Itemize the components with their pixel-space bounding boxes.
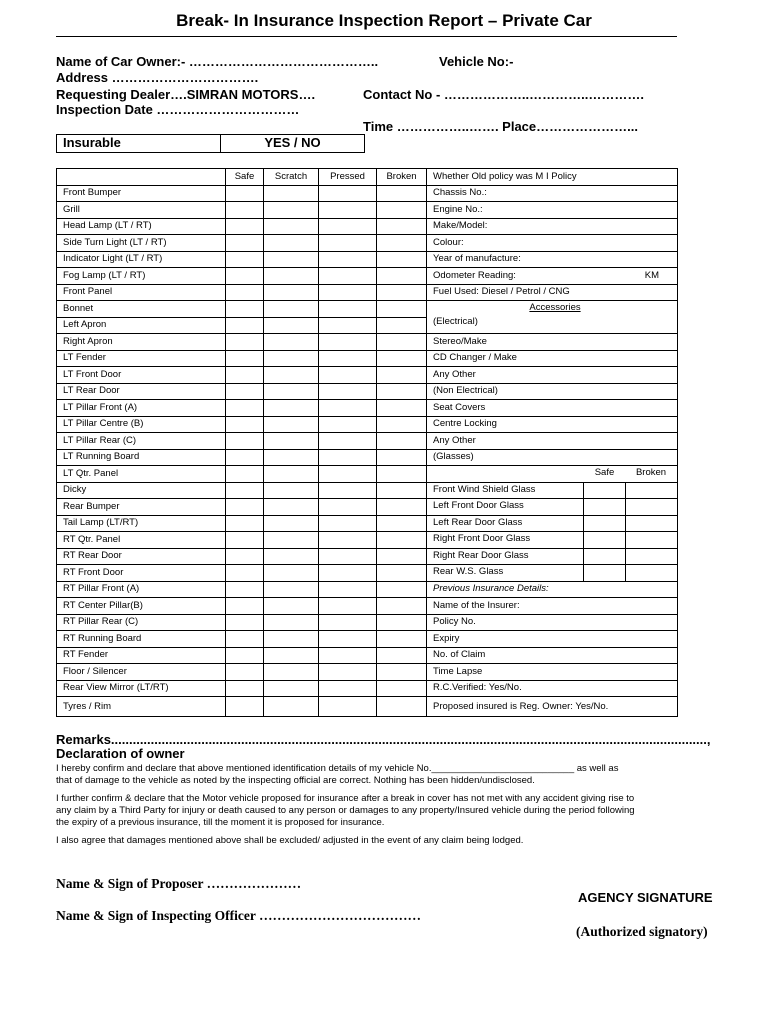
declaration-text: that of damage to the vehicle as noted by the inspecting official are correct. Nothing has been hidden/undisclosed. bbox=[56, 775, 535, 786]
part-label: Grill bbox=[57, 202, 226, 219]
cell-pressed[interactable] bbox=[319, 680, 377, 697]
cell-safe[interactable] bbox=[226, 532, 264, 549]
cell-broken[interactable] bbox=[377, 614, 427, 631]
cell-broken[interactable] bbox=[377, 647, 427, 664]
centre-locking[interactable]: Centre Locking bbox=[427, 416, 678, 433]
part-label: Dicky bbox=[57, 482, 226, 499]
cell-broken[interactable] bbox=[377, 284, 427, 301]
part-label: Bonnet bbox=[57, 301, 226, 318]
glass-broken-cell[interactable] bbox=[626, 516, 677, 532]
part-label: Right Apron bbox=[57, 334, 226, 351]
previous-insurance-heading: Previous Insurance Details: bbox=[427, 581, 678, 598]
cell-broken[interactable] bbox=[377, 416, 427, 433]
cell-safe[interactable] bbox=[226, 515, 264, 532]
part-label: RT Center Pillar(B) bbox=[57, 598, 226, 615]
cell-safe[interactable] bbox=[226, 449, 264, 466]
any-other-electrical[interactable]: Any Other bbox=[427, 367, 678, 384]
part-label: LT Qtr. Panel bbox=[57, 466, 226, 483]
cell-pressed[interactable] bbox=[319, 499, 377, 516]
no-of-claim[interactable]: No. of Claim bbox=[427, 647, 678, 664]
header-part bbox=[57, 169, 226, 186]
cell-safe[interactable] bbox=[226, 202, 264, 219]
table-row bbox=[57, 499, 678, 516]
glass-row bbox=[427, 499, 678, 516]
col-scratch: Scratch bbox=[264, 169, 319, 186]
cell-scratch[interactable] bbox=[264, 235, 319, 252]
glass-broken-cell[interactable] bbox=[626, 499, 677, 515]
part-label: Tyres / Rim bbox=[57, 697, 226, 717]
glass-broken-cell[interactable] bbox=[626, 549, 677, 565]
cell-safe[interactable] bbox=[226, 400, 264, 417]
accessories-heading: Accessories bbox=[529, 302, 581, 313]
year-of-manufacture[interactable]: Year of manufacture: bbox=[427, 251, 678, 268]
cell-broken[interactable] bbox=[377, 631, 427, 648]
part-label: RT Running Board bbox=[57, 631, 226, 648]
cell-safe[interactable] bbox=[226, 433, 264, 450]
inspection-table bbox=[56, 168, 678, 717]
cell-pressed[interactable] bbox=[319, 400, 377, 417]
declaration-text: any claim by a Third Party for injury or death caused to any person or damages to any property/Insured vehicle during the period following bbox=[56, 805, 635, 816]
cell-broken[interactable] bbox=[377, 400, 427, 417]
old-policy-question[interactable]: Whether Old policy was M I Policy bbox=[427, 169, 678, 186]
odometer-reading[interactable] bbox=[427, 268, 678, 285]
cell-pressed[interactable] bbox=[319, 697, 377, 717]
table-row bbox=[57, 532, 678, 549]
cell-scratch[interactable] bbox=[264, 449, 319, 466]
stereo-make[interactable]: Stereo/Make bbox=[427, 334, 678, 351]
part-label: LT Running Board bbox=[57, 449, 226, 466]
part-label: Tail Lamp (LT/RT) bbox=[57, 515, 226, 532]
cell-scratch[interactable] bbox=[264, 598, 319, 615]
glass-label: Front Wind Shield Glass bbox=[427, 483, 584, 499]
table-row bbox=[57, 268, 678, 285]
cell-safe[interactable] bbox=[226, 499, 264, 516]
part-label: RT Pillar Rear (C) bbox=[57, 614, 226, 631]
table-row bbox=[57, 185, 678, 202]
fuel-used[interactable]: Fuel Used: Diesel / Petrol / CNG bbox=[427, 284, 678, 301]
part-label: Floor / Silencer bbox=[57, 664, 226, 681]
glass-safe-header: Safe bbox=[594, 467, 615, 478]
declaration-text: I further confirm & declare that the Motor vehicle proposed for insurance after a break in cover has not met with any accident giving rise to bbox=[56, 793, 635, 804]
table-row bbox=[57, 631, 678, 648]
glass-row bbox=[427, 482, 678, 499]
cell-safe[interactable] bbox=[226, 301, 264, 318]
cell-broken[interactable] bbox=[377, 383, 427, 400]
cell-pressed[interactable] bbox=[319, 433, 377, 450]
cell-pressed[interactable] bbox=[319, 466, 377, 483]
cell-broken[interactable] bbox=[377, 350, 427, 367]
cell-safe[interactable] bbox=[226, 367, 264, 384]
cell-scratch[interactable] bbox=[264, 581, 319, 598]
cell-safe[interactable] bbox=[226, 268, 264, 285]
glass-label: Right Rear Door Glass bbox=[427, 549, 584, 565]
cell-broken[interactable] bbox=[377, 697, 427, 717]
part-label: Front Panel bbox=[57, 284, 226, 301]
cell-scratch[interactable] bbox=[264, 367, 319, 384]
table-row bbox=[57, 482, 678, 499]
cell-broken[interactable] bbox=[377, 334, 427, 351]
seat-covers[interactable]: Seat Covers bbox=[427, 400, 678, 417]
part-label: Indicator Light (LT / RT) bbox=[57, 251, 226, 268]
part-label: Front Bumper bbox=[57, 185, 226, 202]
agency-signature-label: AGENCY SIGNATURE bbox=[578, 890, 713, 905]
table-row bbox=[57, 383, 678, 400]
policy-no[interactable]: Policy No. bbox=[427, 614, 678, 631]
cell-broken[interactable] bbox=[377, 680, 427, 697]
insurer-name[interactable]: Name of the Insurer: bbox=[427, 598, 678, 615]
glass-row bbox=[427, 565, 678, 582]
cell-safe[interactable] bbox=[226, 218, 264, 235]
glass-safe-cell[interactable] bbox=[584, 483, 626, 499]
cell-pressed[interactable] bbox=[319, 614, 377, 631]
declaration-text: the expiry of a previous insurance, till the moment it is proposed for insurance. bbox=[56, 817, 385, 828]
cell-scratch[interactable] bbox=[264, 680, 319, 697]
page-title: Break- In Insurance Inspection Report – Private Car bbox=[176, 11, 592, 30]
glass-broken-header: Broken bbox=[635, 467, 667, 478]
vehicle-no-field[interactable]: Vehicle No:- bbox=[439, 54, 514, 69]
cell-broken[interactable] bbox=[377, 367, 427, 384]
part-label: Rear Bumper bbox=[57, 499, 226, 516]
title-divider bbox=[56, 36, 677, 37]
cell-scratch[interactable] bbox=[264, 664, 319, 681]
cell-safe[interactable] bbox=[226, 251, 264, 268]
cell-scratch[interactable] bbox=[264, 614, 319, 631]
glass-safe-cell[interactable] bbox=[584, 565, 626, 581]
table-row bbox=[57, 466, 678, 483]
part-label: Side Turn Light (LT / RT) bbox=[57, 235, 226, 252]
glass-broken-cell[interactable] bbox=[626, 532, 677, 548]
cell-scratch[interactable] bbox=[264, 400, 319, 417]
cell-pressed[interactable] bbox=[319, 598, 377, 615]
glasses-label: (Glasses) bbox=[427, 449, 678, 466]
table-row bbox=[57, 449, 678, 466]
cell-scratch[interactable] bbox=[264, 515, 319, 532]
cell-scratch[interactable] bbox=[264, 317, 319, 334]
colour[interactable]: Colour: bbox=[427, 235, 678, 252]
cell-scratch[interactable] bbox=[264, 647, 319, 664]
cell-safe[interactable] bbox=[226, 284, 264, 301]
part-label: RT Fender bbox=[57, 647, 226, 664]
cell-safe[interactable] bbox=[226, 482, 264, 499]
table-row bbox=[57, 218, 678, 235]
cell-pressed[interactable] bbox=[319, 284, 377, 301]
cell-pressed[interactable] bbox=[319, 317, 377, 334]
table-row bbox=[57, 581, 678, 598]
non-electrical-label: (Non Electrical) bbox=[427, 383, 678, 400]
cell-broken[interactable] bbox=[377, 548, 427, 565]
cell-broken[interactable] bbox=[377, 664, 427, 681]
cell-broken[interactable] bbox=[377, 466, 427, 483]
cell-pressed[interactable] bbox=[319, 185, 377, 202]
cell-broken[interactable] bbox=[377, 317, 427, 334]
table-row bbox=[57, 515, 678, 532]
table-row bbox=[57, 433, 678, 450]
cell-safe[interactable] bbox=[226, 235, 264, 252]
cell-safe[interactable] bbox=[226, 680, 264, 697]
cell-pressed[interactable] bbox=[319, 383, 377, 400]
insurable-label: Insurable bbox=[57, 135, 221, 152]
glass-safe-cell[interactable] bbox=[584, 516, 626, 532]
cell-broken[interactable] bbox=[377, 499, 427, 516]
cell-broken[interactable] bbox=[377, 251, 427, 268]
cell-scratch[interactable] bbox=[264, 548, 319, 565]
table-row bbox=[57, 614, 678, 631]
cell-pressed[interactable] bbox=[319, 416, 377, 433]
cell-scratch[interactable] bbox=[264, 631, 319, 648]
cell-pressed[interactable] bbox=[319, 482, 377, 499]
col-broken: Broken bbox=[377, 169, 427, 186]
insurable-box bbox=[56, 134, 365, 153]
cell-safe[interactable] bbox=[226, 334, 264, 351]
cell-pressed[interactable] bbox=[319, 334, 377, 351]
cell-broken[interactable] bbox=[377, 581, 427, 598]
col-safe: Safe bbox=[226, 169, 264, 186]
table-row bbox=[57, 367, 678, 384]
cell-broken[interactable] bbox=[377, 268, 427, 285]
cell-pressed[interactable] bbox=[319, 367, 377, 384]
cell-safe[interactable] bbox=[226, 548, 264, 565]
glass-row bbox=[427, 532, 678, 549]
proposed-insured-reg-owner[interactable]: Proposed insured is Reg. Owner: Yes/No. bbox=[427, 697, 678, 717]
cell-safe[interactable] bbox=[226, 317, 264, 334]
expiry[interactable]: Expiry bbox=[427, 631, 678, 648]
contact-no-field[interactable]: Contact No - ………………..…………..…………. bbox=[363, 87, 644, 102]
table-row bbox=[57, 334, 678, 351]
remarks-field[interactable]: Remarks....................................................................................................................................................................., bbox=[56, 732, 711, 747]
cell-pressed[interactable] bbox=[319, 647, 377, 664]
glass-broken-cell[interactable] bbox=[626, 565, 677, 581]
cell-safe[interactable] bbox=[226, 185, 264, 202]
cell-broken[interactable] bbox=[377, 515, 427, 532]
cell-pressed[interactable] bbox=[319, 449, 377, 466]
cell-safe[interactable] bbox=[226, 614, 264, 631]
glass-label: Left Front Door Glass bbox=[427, 499, 584, 515]
cell-pressed[interactable] bbox=[319, 301, 377, 318]
cell-safe[interactable] bbox=[226, 647, 264, 664]
table-row bbox=[57, 400, 678, 417]
table-row bbox=[57, 565, 678, 582]
cell-safe[interactable] bbox=[226, 581, 264, 598]
table-row bbox=[57, 416, 678, 433]
make-model[interactable]: Make/Model: bbox=[427, 218, 678, 235]
table-row bbox=[57, 664, 678, 681]
cell-safe[interactable] bbox=[226, 598, 264, 615]
cell-pressed[interactable] bbox=[319, 218, 377, 235]
cell-safe[interactable] bbox=[226, 383, 264, 400]
cell-pressed[interactable] bbox=[319, 565, 377, 582]
part-label: RT Pillar Front (A) bbox=[57, 581, 226, 598]
chassis-no[interactable]: Chassis No.: bbox=[427, 185, 678, 202]
table-row bbox=[57, 251, 678, 268]
glass-safe-cell[interactable] bbox=[584, 549, 626, 565]
cell-broken[interactable] bbox=[377, 301, 427, 318]
table-row bbox=[57, 680, 678, 697]
cell-scratch[interactable] bbox=[264, 251, 319, 268]
table-row bbox=[57, 697, 678, 717]
part-label: RT Qtr. Panel bbox=[57, 532, 226, 549]
glass-label: Left Rear Door Glass bbox=[427, 516, 584, 532]
odometer-label: Odometer Reading: bbox=[433, 269, 516, 281]
table-row bbox=[57, 350, 678, 367]
cell-scratch[interactable] bbox=[264, 466, 319, 483]
cell-pressed[interactable] bbox=[319, 515, 377, 532]
glass-header bbox=[427, 466, 678, 483]
cell-broken[interactable] bbox=[377, 185, 427, 202]
cell-pressed[interactable] bbox=[319, 532, 377, 549]
accessories-electrical[interactable] bbox=[427, 301, 678, 334]
part-label: LT Pillar Rear (C) bbox=[57, 433, 226, 450]
cell-broken[interactable] bbox=[377, 482, 427, 499]
cell-scratch[interactable] bbox=[264, 383, 319, 400]
cell-scratch[interactable] bbox=[264, 334, 319, 351]
glass-row bbox=[427, 548, 678, 565]
cell-pressed[interactable] bbox=[319, 268, 377, 285]
car-owner-field[interactable]: Name of Car Owner:- …………………………………….. bbox=[56, 54, 379, 69]
insurable-value[interactable]: YES / NO bbox=[264, 135, 321, 150]
inspecting-officer-signature-field[interactable]: Name & Sign of Inspecting Officer ……………………………… bbox=[56, 908, 421, 923]
cell-scratch[interactable] bbox=[264, 565, 319, 582]
declaration-heading: Declaration of owner bbox=[56, 746, 185, 761]
cell-scratch[interactable] bbox=[264, 185, 319, 202]
declaration-text: I also agree that damages mentioned above shall be excluded/ adjusted in the event of any claim being lodged. bbox=[56, 835, 524, 846]
cell-scratch[interactable] bbox=[264, 433, 319, 450]
address-field[interactable]: Address ……………………………. bbox=[56, 70, 259, 85]
cell-pressed[interactable] bbox=[319, 202, 377, 219]
cell-scratch[interactable] bbox=[264, 416, 319, 433]
table-row bbox=[57, 647, 678, 664]
cell-scratch[interactable] bbox=[264, 499, 319, 516]
part-label: LT Rear Door bbox=[57, 383, 226, 400]
any-other-non-electrical[interactable]: Any Other bbox=[427, 433, 678, 450]
table-row bbox=[57, 598, 678, 615]
authorized-signatory-label: (Authorized signatory) bbox=[576, 924, 708, 939]
cell-safe[interactable] bbox=[226, 664, 264, 681]
part-label: Head Lamp (LT / RT) bbox=[57, 218, 226, 235]
part-label: RT Rear Door bbox=[57, 548, 226, 565]
cell-broken[interactable] bbox=[377, 598, 427, 615]
km-unit: KM bbox=[644, 269, 659, 281]
cell-safe[interactable] bbox=[226, 350, 264, 367]
cell-pressed[interactable] bbox=[319, 350, 377, 367]
cell-pressed[interactable] bbox=[319, 251, 377, 268]
cell-safe[interactable] bbox=[226, 697, 264, 717]
table-header-row bbox=[57, 169, 678, 186]
declaration-text: I hereby confirm and declare that above mentioned identification details of my vehicle No.___________________________ as well as bbox=[56, 763, 619, 774]
cell-scratch[interactable] bbox=[264, 350, 319, 367]
time-place-field[interactable]: Time ……………..……. Place…………………... bbox=[363, 119, 638, 134]
cell-pressed[interactable] bbox=[319, 664, 377, 681]
cell-broken[interactable] bbox=[377, 433, 427, 450]
table-row bbox=[57, 301, 678, 318]
glass-safe-cell[interactable] bbox=[584, 532, 626, 548]
part-label: Left Apron bbox=[57, 317, 226, 334]
cell-broken[interactable] bbox=[377, 532, 427, 549]
cell-safe[interactable] bbox=[226, 631, 264, 648]
cell-pressed[interactable] bbox=[319, 631, 377, 648]
time-lapse[interactable]: Time Lapse bbox=[427, 664, 678, 681]
cell-pressed[interactable] bbox=[319, 581, 377, 598]
col-pressed: Pressed bbox=[319, 169, 377, 186]
cd-changer-make[interactable]: CD Changer / Make bbox=[427, 350, 678, 367]
cell-scratch[interactable] bbox=[264, 218, 319, 235]
inspection-date-field[interactable]: Inspection Date …………………………… bbox=[56, 102, 300, 117]
cell-broken[interactable] bbox=[377, 218, 427, 235]
cell-scratch[interactable] bbox=[264, 697, 319, 717]
cell-scratch[interactable] bbox=[264, 532, 319, 549]
table-row bbox=[57, 235, 678, 252]
cell-safe[interactable] bbox=[226, 416, 264, 433]
cell-scratch[interactable] bbox=[264, 268, 319, 285]
cell-broken[interactable] bbox=[377, 202, 427, 219]
requesting-dealer-field[interactable]: Requesting Dealer….SIMRAN MOTORS…. bbox=[56, 87, 316, 102]
cell-scratch[interactable] bbox=[264, 284, 319, 301]
part-label: LT Pillar Centre (B) bbox=[57, 416, 226, 433]
cell-safe[interactable] bbox=[226, 466, 264, 483]
cell-broken[interactable] bbox=[377, 235, 427, 252]
cell-scratch[interactable] bbox=[264, 482, 319, 499]
cell-scratch[interactable] bbox=[264, 301, 319, 318]
cell-scratch[interactable] bbox=[264, 202, 319, 219]
glass-row bbox=[427, 515, 678, 532]
cell-safe[interactable] bbox=[226, 565, 264, 582]
glass-label: Right Front Door Glass bbox=[427, 532, 584, 548]
glass-broken-cell[interactable] bbox=[626, 483, 677, 499]
electrical-label: (Electrical) bbox=[433, 316, 478, 327]
table-row bbox=[57, 548, 678, 565]
part-label: Fog Lamp (LT / RT) bbox=[57, 268, 226, 285]
part-label: Rear View Mirror (LT/RT) bbox=[57, 680, 226, 697]
part-label: LT Front Door bbox=[57, 367, 226, 384]
cell-pressed[interactable] bbox=[319, 548, 377, 565]
rc-verified[interactable]: R.C.Verified: Yes/No. bbox=[427, 680, 678, 697]
cell-broken[interactable] bbox=[377, 449, 427, 466]
part-label: RT Front Door bbox=[57, 565, 226, 582]
proposer-signature-field[interactable]: Name & Sign of Proposer ………………… bbox=[56, 876, 302, 891]
cell-pressed[interactable] bbox=[319, 235, 377, 252]
table-row bbox=[57, 202, 678, 219]
engine-no[interactable]: Engine No.: bbox=[427, 202, 678, 219]
table-row bbox=[57, 284, 678, 301]
part-label: LT Pillar Front (A) bbox=[57, 400, 226, 417]
cell-broken[interactable] bbox=[377, 565, 427, 582]
glass-safe-cell[interactable] bbox=[584, 499, 626, 515]
part-label: LT Fender bbox=[57, 350, 226, 367]
glass-label: Rear W.S. Glass bbox=[427, 565, 584, 581]
